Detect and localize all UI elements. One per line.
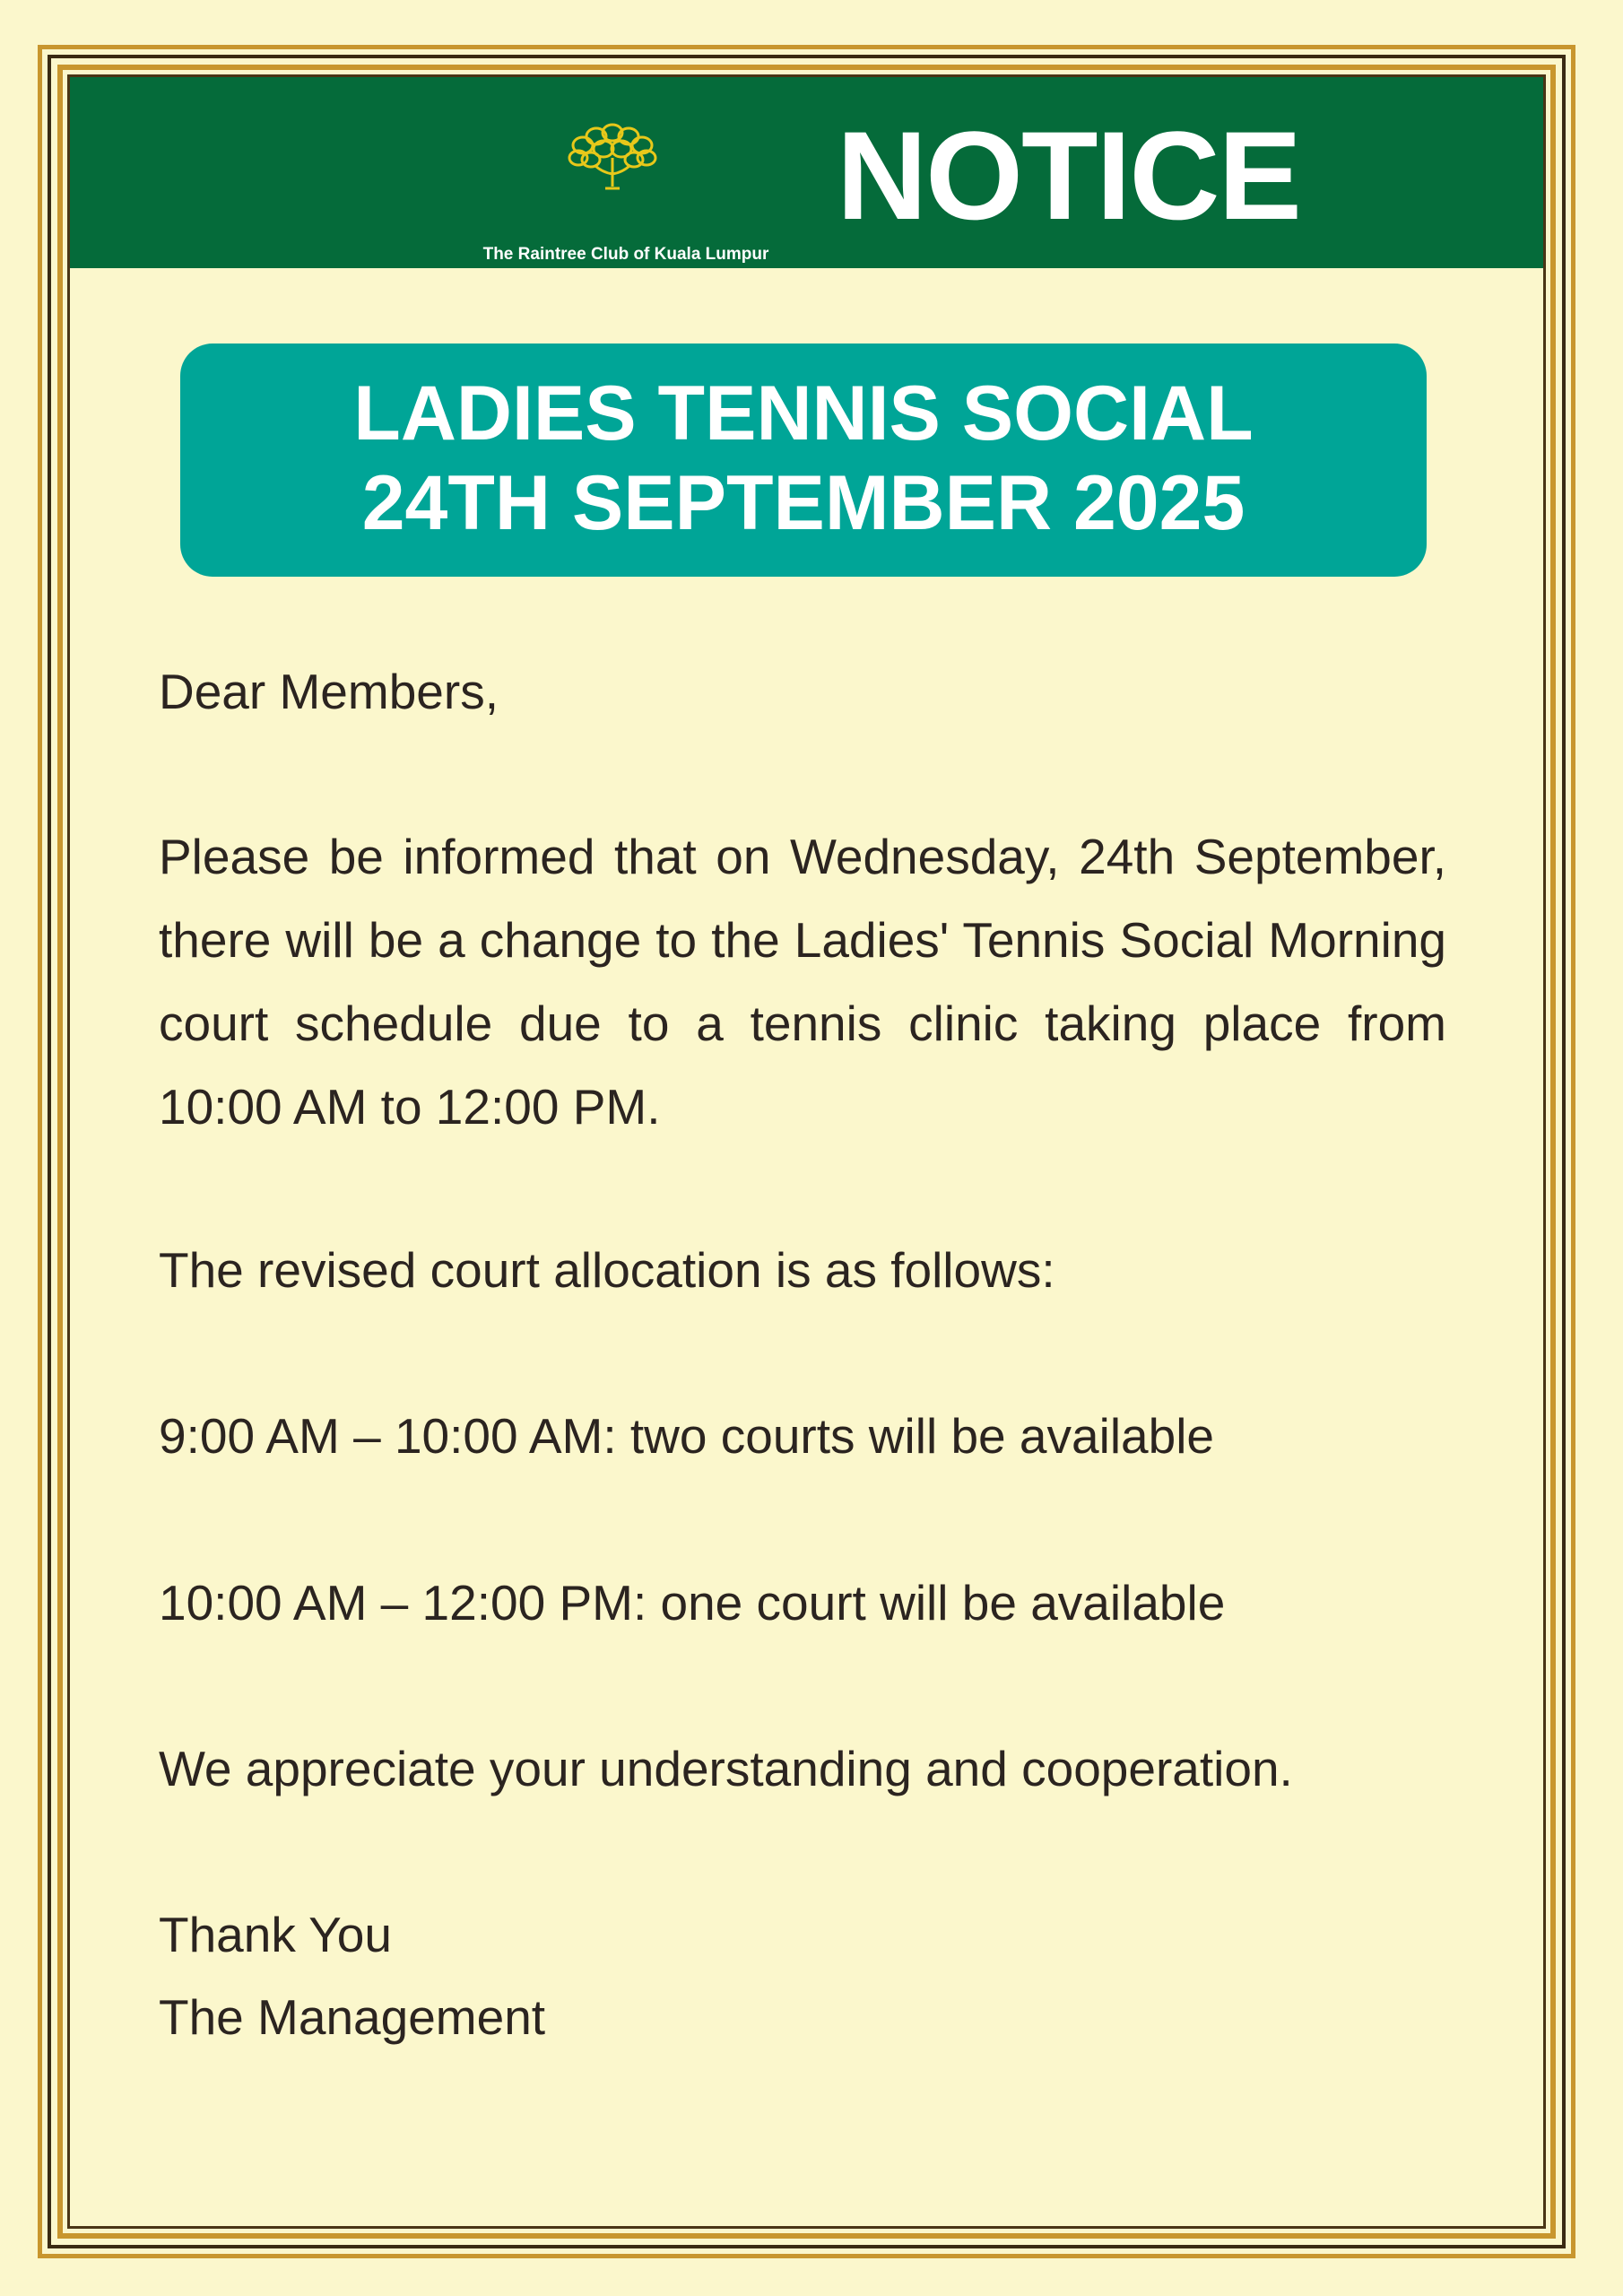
closing-line: We appreciate your understanding and cooperation.: [159, 1741, 1293, 1796]
banner-event-name: LADIES TENNIS SOCIAL: [353, 370, 1254, 457]
event-banner: [180, 344, 1427, 577]
raintree-logo-icon: [559, 113, 666, 194]
signoff-management: The Management: [159, 1989, 546, 2045]
schedule-item-2: 10:00 AM – 12:00 PM: one court will be available: [159, 1575, 1226, 1631]
salutation: Dear Members,: [159, 664, 499, 719]
banner-event-date: 24TH SEPTEMBER 2025: [361, 460, 1245, 546]
club-logo: [447, 113, 805, 264]
club-name: The Raintree Club of Kuala Lumpur: [482, 245, 769, 264]
allocation-intro: The revised court allocation is as follows:: [159, 1242, 1055, 1298]
signoff-thanks: Thank You: [159, 1907, 392, 1962]
schedule-item-1: 9:00 AM – 10:00 AM: two courts will be available: [159, 1408, 1215, 1464]
announcement-paragraph: Please be informed that on Wednesday, 24th September, there will be a change to the Ladies' Tennis Social Morning court schedule due to a tennis clinic taking place from 10:00 AM to 12:00 PM.: [159, 829, 1446, 1135]
notice-title: NOTICE: [837, 105, 1300, 246]
notice-header: [70, 77, 1543, 268]
